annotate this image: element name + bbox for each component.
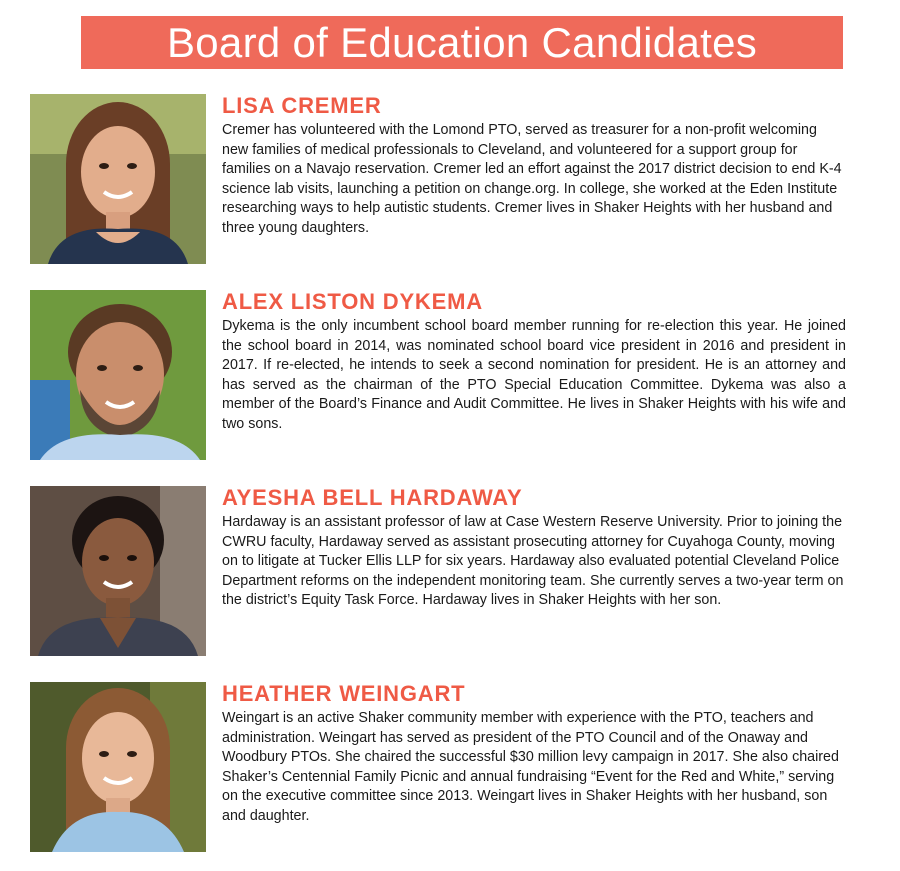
candidate-bio: Hardaway is an assistant professor of law at Case Western Reserve University. Prior to joining the CWRU faculty, Hardaway served as assistant prosecuting attorney for Cuyahoga County, moving on to litigate at Tucker Ellis LLP for six years. Hardaway also evaluated potential Cleveland Police Department reforms on the independent monitoring team. She currently serves a two-year term on the district’s Equity Task Force. Hardaway lives in Shaker Heights with her son. xyxy=(222,514,844,609)
candidate-bio: Weingart is an active Shaker community member with experience with the PTO, teachers and administration. Weingart has served as president of the PTO Council and of the Onaway and Woodbury PTOs. She chaired the successful $30 million levy campaign in 2017. She also chaired Shaker’s Centennial Family Picnic and annual fundraising “Event for the Red and White,” serving on the executive committee since 2013. Weingart lives in Shaker Heights with her husband, son and daughter. xyxy=(222,710,839,824)
candidate-name: HEATHER WEINGART xyxy=(222,681,466,706)
candidate-name: ALEX LISTON DYKEMA xyxy=(222,289,483,314)
candidate-photo-cremer xyxy=(30,94,206,264)
candidate-bio: Dykema is the only incumbent school board member running for re-election this year. He joined the school board in 2014, was nominated school board vice president in 2016 and president in 2017. If re-elected, he intends to seek a second nomination for president. He is an attorney and has served as the chairman of the PTO Special Education Committee. Dykema was also a member of the Board’s Finance and Audit Committee. He lives in Shaker Heights with his wife and two sons. xyxy=(222,318,846,432)
candidate-name: LISA CREMER xyxy=(222,93,382,118)
candidate-photo-weingart xyxy=(30,682,206,852)
candidate-name: AYESHA BELL HARDAWAY xyxy=(222,485,523,510)
page-title: Board of Education Candidates xyxy=(81,16,843,69)
candidate-bio: Cremer has volunteered with the Lomond PTO, served as treasurer for a non-profit welcoming new families of medical professionals to Cleveland, and volunteered for a support group for families on a Navajo reservation. Cremer led an effort against the 2017 district decision to end K-4 science lab visits, launching a petition on change.org. In college, she worked at the Eden Institute researching ways to help autistic students. Cremer lives in Shaker Heights with her husband and three young daughters. xyxy=(222,122,842,236)
candidate-photo-hardaway xyxy=(30,486,206,656)
candidate-photo-dykema xyxy=(30,290,206,460)
